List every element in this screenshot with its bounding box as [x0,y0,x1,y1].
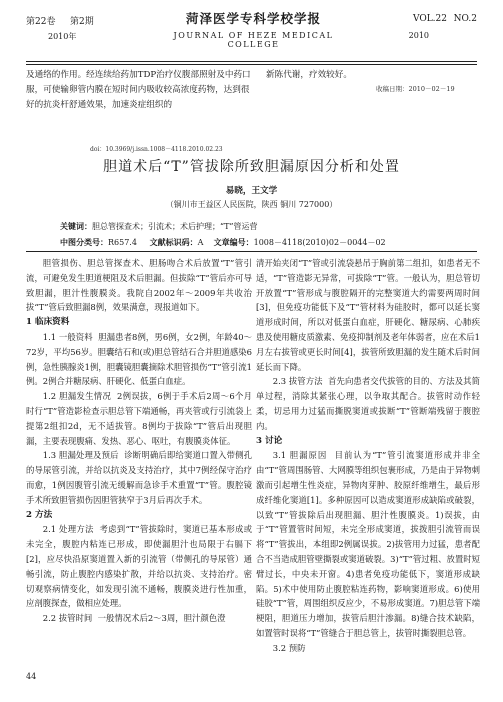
header-no: NO.2 [453,14,477,24]
classification [60,237,386,248]
article-id-value: 1008－4118(2010)02－0044－02 [253,238,386,247]
header-volume: 第22卷 [26,17,56,27]
section-1-2 [26,389,252,448]
header-row-top [26,8,477,28]
section-1-2-text: 2例误拔，6例于手术后2周～6个月时行“T”管造影检查示胆总管下端通畅，再夹管或行引流袋上提第2组扣2d，无不适拔管。8例均于拔除“T”管后出现胆漏，主要表现腹痛、发热、恶心、呕吐，有腹膜炎体征。 [26,391,252,446]
section-1-heading: 1 临床资料 [26,317,70,328]
section-1-3 [26,448,252,507]
section-3-1-text: 目前认为“T”管引流窦道形成并非全由“T”管周围肠管、大网膜等组织包裹形成，乃是由于异物刺激而引起增生性炎症，异物肉芽肿、胶原纤维增生，最后形成纤维化窦道[1]。多种原因可以造成窦道形成缺陷或破裂，以致“T”管拔除后出现胆漏、胆汁性腹膜炎。1)误拔，由于“T”管置管时间短，未完全形成窦道，拔拨胆引流管而误将“T”管拔出，本组即2例属误拔。2)拔管用力过猛，患者配合不当造成胆管壁撕裂或窦道破裂。3)“T”管过粗、放置时短臂过长，中央未开窗。4)患者免疫功能低下，窦道形成缺陷。5)术中使用防止腹腔粘连药物，影响窦道形成。6)使用硅胶“T”管，周围组织反应少，不易形成窦道。7)胆总管下端梗阻，胆道压力增加，拔管后胆汁渗漏。8)缝合技术缺陷，如置管时误将“T”管缝合于胆总管上，拔管时撕裂胆总管。 [256,450,480,638]
prev-article-left: 及通络的作用。经连续给药加TDP治疗仪腹部照射及中药口服，可使输卵管内膜在短时间内吸收较高浓度药物，达到很好的抗炎杆舒通效果，加速炎症组织的 [26,70,251,110]
section-2-2-continued: 清开始夹闭“T”管或引流袋悬吊于胸前第二组扣，如患者无不适，“T”管造影无异常，可拔除“T”管。一般认为，胆总管切开放置“T”管形成与腹腔隔开的完整窦道大约需要两周时间[3]，但免疫功能低下及“T”管材料为硅胶时，都可以延长窦道形成时间，所以对低蛋白血症，肝硬化、糖尿病、心肺疾患及使用糖皮质激素、免疫抑制剂及老年体弱者，应在术后1月左右拔管或更长时间[4]，拔管所致胆漏的发生随术后时间延长而下降。 [256,258,480,372]
affiliation: （铜川市王益区人民医院，陕西 铜川 727000） [165,200,338,209]
keywords-text: 胆总管探查术；引流术；术后护理；“T”管运营 [92,222,258,231]
section-1-1 [26,330,252,389]
section-2-3-heading: 2.3 拔管方法 [272,376,323,387]
header-journal-cn: 菏泽医学专科学校学报 [185,11,321,26]
page-number: 44 [26,672,37,681]
header-year-right: 2010 [408,31,429,40]
section-2-1 [26,522,252,611]
header-year-left: 2010年 [48,32,77,41]
body-column-left [26,256,252,626]
section-1-1-heading: 1.1 一般资料 [42,331,93,342]
section-3-2-heading: 3.2 预防 [272,642,306,653]
section-2-heading: 2 方法 [26,509,53,520]
running-header [26,8,477,58]
section-2-2-heading: 2.2 拔管时间 [42,613,93,624]
header-rule-thin [26,64,477,65]
section-1-1-text: 胆漏患者8例，男6例，女2例，年龄40～72岁，平均56岁。胆囊结石和(或)胆总管结石合并胆道感染6例，急性胰腺炎1例，胆囊镜胆囊摘除术胆管损伤“T”管引流1例。2例合并糖尿病、肝硬化、低蛋白血症。 [26,331,252,387]
section-3-1-heading: 3.1 胆漏原因 [272,450,328,461]
header-rule-thick [26,61,477,62]
section-2-1-text: 考虑到“T”管拔除时，窦道已基本形成或未完全，腹腔内粘连已形成，即使漏胆汁也局限于右膈下[2]，应尽快沿原窦道置入新的引流管（带侧孔的导尿管）通畅引流，防止腹腔内感染扩散，并给以抗炎、支持治疗。密切观察病情变化，如发现引流不通畅，腹膜炎进行性加重，应剖腹探查，做相应处理。 [26,524,253,609]
section-1-3-text: 诊断明确后即给窦道口置入带侧孔的导尿管引流，并给以抗炎及支持治疗，其中7例经保守治疗而愈，1例因腹管引流无缓解而急诊手术重置“T”管。腹腔镜手术所致胆管损伤因胆管狭窄于3月后再次手术。 [26,450,253,505]
class-value: R657.4 [108,238,137,247]
intro-paragraph: 胆管损伤、胆总管探查术、胆肠吻合术后放置“T”管引流，可避免发生胆道梗阻及术后胆漏。但拔除“T”管后亦可导致胆漏，胆汁性腹膜炎。我院自2002年～2009年共收治拔“T”管后致胆漏8例，效果满意，现报道如下。 [26,258,252,313]
section-2-2 [26,611,252,626]
section-3-2 [256,641,480,656]
abstract-rule [26,251,477,252]
header-issue: 第2期 [70,17,94,27]
body-column-right [256,256,480,656]
section-2-1-heading: 2.1 处理方法 [42,524,94,535]
doc-code-value: A [197,238,204,247]
prev-article-right: 新陈代谢，疗效较好。 [266,70,352,80]
article-id-label: 文章编号： [213,237,254,247]
doi: doi：10.3969/j.issn.1008－4118.2010.02.23 [90,146,223,153]
keywords [60,221,258,232]
header-journal-en: JOURNAL OF HEZE MEDICAL COLLEGE [173,31,334,49]
header-row-bottom [26,29,477,49]
article-title: 胆道术后“T”管拔除所致胆漏原因分析和处置 [103,159,400,175]
section-2-2-text: 一般情况术后2～3周，胆汁颜色澄 [97,613,226,624]
section-3-1 [256,448,480,640]
section-2-3 [256,374,480,433]
section-3-heading: 3 讨论 [256,435,283,446]
received-date: 收稿日期：2010－02－19 [376,85,455,93]
doc-code-label: 文献标识码： [149,237,198,247]
authors: 易晓，王文学 [225,186,278,196]
class-label: 中图分类号： [60,237,108,247]
section-1-2-heading: 1.2 胆漏发生情况 [42,391,112,402]
section-2-3-text: 首先向患者交代拔管的目的、方法及其简单过程，消除其紧张心理，以争取其配合。拔管时动作轻柔，切忌用力过猛而撕脱窦道或拔断“T”管断端残留于腹腔内。 [256,376,481,431]
keywords-label: 关键词： [60,221,92,231]
header-vol: VOL.22 [412,14,447,24]
section-1-3-heading: 1.3 胆漏处理及预后 [42,450,119,461]
